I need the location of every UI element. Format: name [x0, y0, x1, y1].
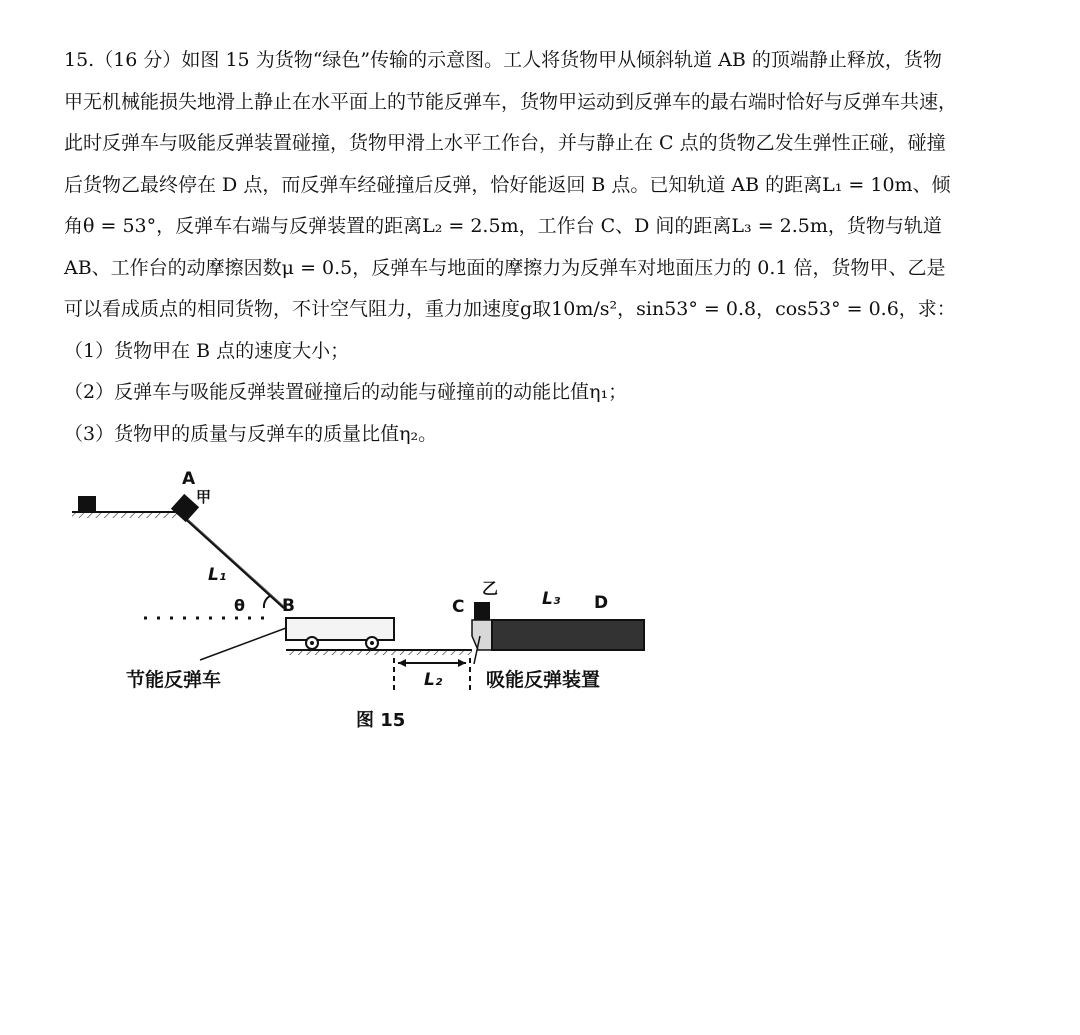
label-energy-saving-cart: 节能反弹车 [126, 669, 222, 691]
label-a: A [182, 469, 196, 489]
problem-text [64, 40, 1054, 455]
top-platform [72, 512, 178, 518]
question-3: （3）货物甲的质量与反弹车的质量比值η₂。 [64, 422, 438, 445]
question-1: （1）货物甲在 B 点的速度大小； [64, 339, 350, 362]
rebound-cart [286, 618, 394, 649]
problem-line-4: 后货物乙最终停在 D 点，而反弹车经碰撞后反弹，恰好能返回 B 点。已知轨道 AB 的距离L₁ = 10m、倾 [64, 173, 951, 196]
problem-line-7: 可以看成质点的相同货物，不计空气阻力，重力加速度g取10m/s²，sin53° = 0.8，cos53° = 0.6，求： [64, 298, 956, 320]
label-theta: θ [234, 596, 245, 615]
cart-leader-line [200, 628, 286, 660]
problem-line-5: 角θ = 53°，反弹车右端与反弹装置的距离L₂ = 2.5m，工作台 C、D 间的距离L₃ = 2.5m，货物与轨道 [64, 215, 942, 237]
label-yi: 乙 [482, 579, 499, 598]
figure-svg [60, 460, 660, 740]
cargo-block-on-platform [78, 496, 96, 512]
problem-line-1: 15.（16 分）如图 15 为货物“绿色”传输的示意图。工人将货物甲从倾斜轨道 AB 的顶端静止释放，货物 [64, 49, 942, 71]
label-d: D [594, 593, 609, 613]
figure-caption: 图 15 [356, 710, 406, 731]
label-l1: L₁ [208, 565, 227, 585]
problem-line-6: AB、工作台的动摩擦因数μ = 0.5，反弹车与地面的摩擦力为反弹车对地面压力的 0.1 倍，货物甲、乙是 [64, 256, 946, 279]
question-2: （2）反弹车与吸能反弹装置碰撞后的动能与碰撞前的动能比值η₁； [64, 381, 628, 403]
label-b: B [282, 596, 295, 616]
problem-line-2: 甲无机械能损失地滑上静止在水平面上的节能反弹车，货物甲运动到反弹车的最右端时恰好与反弹车共速， [64, 90, 958, 113]
label-l3: L₃ [542, 589, 561, 609]
ground [286, 650, 472, 655]
label-energy-absorbing-device: 吸能反弹装置 [486, 669, 601, 691]
work-platform [492, 620, 644, 650]
angle-arc [264, 596, 270, 608]
incline-track-ab [178, 512, 288, 610]
cargo-yi [474, 602, 490, 620]
problem-line-3: 此时反弹车与吸能反弹装置碰撞，货物甲滑上水平工作台，并与静止在 C 点的货物乙发生弹性正碰，碰撞 [64, 132, 946, 154]
label-l2: L₂ [424, 670, 443, 690]
rebound-device [472, 620, 492, 664]
label-c: C [452, 597, 465, 617]
label-jia: 甲 [196, 488, 212, 506]
figure-15 [60, 460, 660, 740]
